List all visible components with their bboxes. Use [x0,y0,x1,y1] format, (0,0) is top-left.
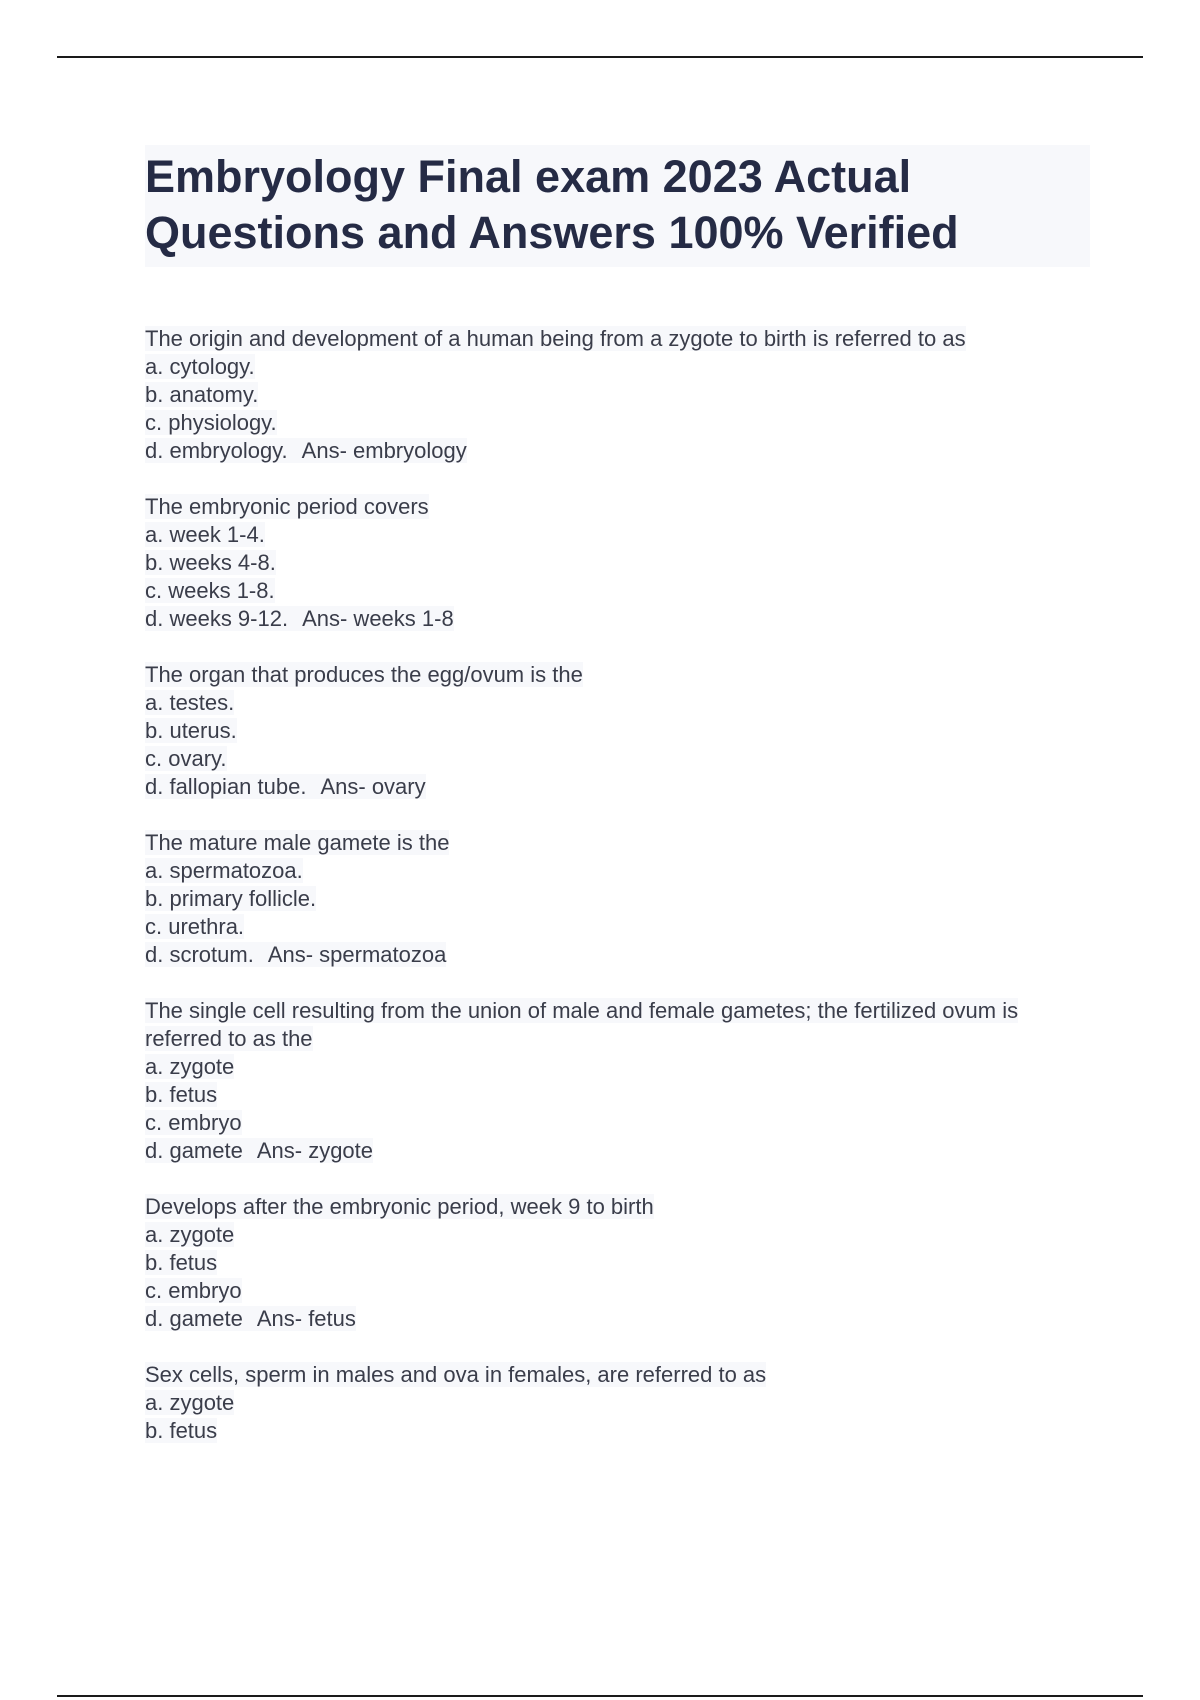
question-list [145,325,1090,1445]
question-block [145,325,1090,465]
answer-text: Ans- embryology [301,438,467,463]
option-d: d. embryology. [145,438,288,463]
option-b: b. anatomy. [145,382,259,407]
question-stem: Develops after the embryonic period, week 9 to birth [145,1194,654,1219]
option-c: c. weeks 1-8. [145,578,275,603]
option-a: a. testes. [145,690,235,715]
question-block [145,661,1090,801]
question-stem: Sex cells, sperm in males and ova in females, are referred to as [145,1362,767,1387]
question-block [145,493,1090,633]
top-rule [57,56,1143,58]
option-d: d. fallopian tube. [145,774,307,799]
answer-text: Ans- weeks 1-8 [302,606,454,631]
option-a: a. zygote [145,1390,235,1415]
answer-text: Ans- ovary [320,774,426,799]
option-b: b. primary follicle. [145,886,317,911]
option-a: a. spermatozoa. [145,858,303,883]
option-a: a. zygote [145,1222,235,1247]
document-title: Embryology Final exam 2023 Actual Questions and Answers 100% Verified [145,145,1090,267]
option-c: c. ovary. [145,746,227,771]
answer-text: Ans- fetus [256,1306,356,1331]
option-b: b. fetus [145,1418,218,1443]
option-b: b. weeks 4-8. [145,550,276,575]
option-a: a. week 1-4. [145,522,265,547]
question-stem: The embryonic period covers [145,494,429,519]
option-c: c. embryo [145,1278,242,1303]
question-block [145,1193,1090,1333]
option-b: b. uterus. [145,718,237,743]
option-a: a. zygote [145,1054,235,1079]
bottom-rule [57,1695,1143,1697]
question-stem: The origin and development of a human being from a zygote to birth is referred to as [145,326,966,351]
question-stem: The single cell resulting from the union of male and female gametes; the fertilized ovum is referred to as the [145,998,1019,1051]
option-d: d. gamete [145,1306,243,1331]
option-c: c. embryo [145,1110,242,1135]
question-block [145,997,1090,1165]
option-d: d. gamete [145,1138,243,1163]
question-block [145,829,1090,969]
question-stem: The mature male gamete is the [145,830,450,855]
option-d: d. scrotum. [145,942,254,967]
question-block [145,1361,1090,1445]
option-d: d. weeks 9-12. [145,606,289,631]
answer-text: Ans- zygote [256,1138,374,1163]
question-stem: The organ that produces the egg/ovum is the [145,662,583,687]
option-b: b. fetus [145,1082,218,1107]
option-c: c. physiology. [145,410,277,435]
option-a: a. cytology. [145,354,255,379]
option-b: b. fetus [145,1250,218,1275]
option-c: c. urethra. [145,914,245,939]
page-content [145,145,1090,1473]
answer-text: Ans- spermatozoa [267,942,447,967]
